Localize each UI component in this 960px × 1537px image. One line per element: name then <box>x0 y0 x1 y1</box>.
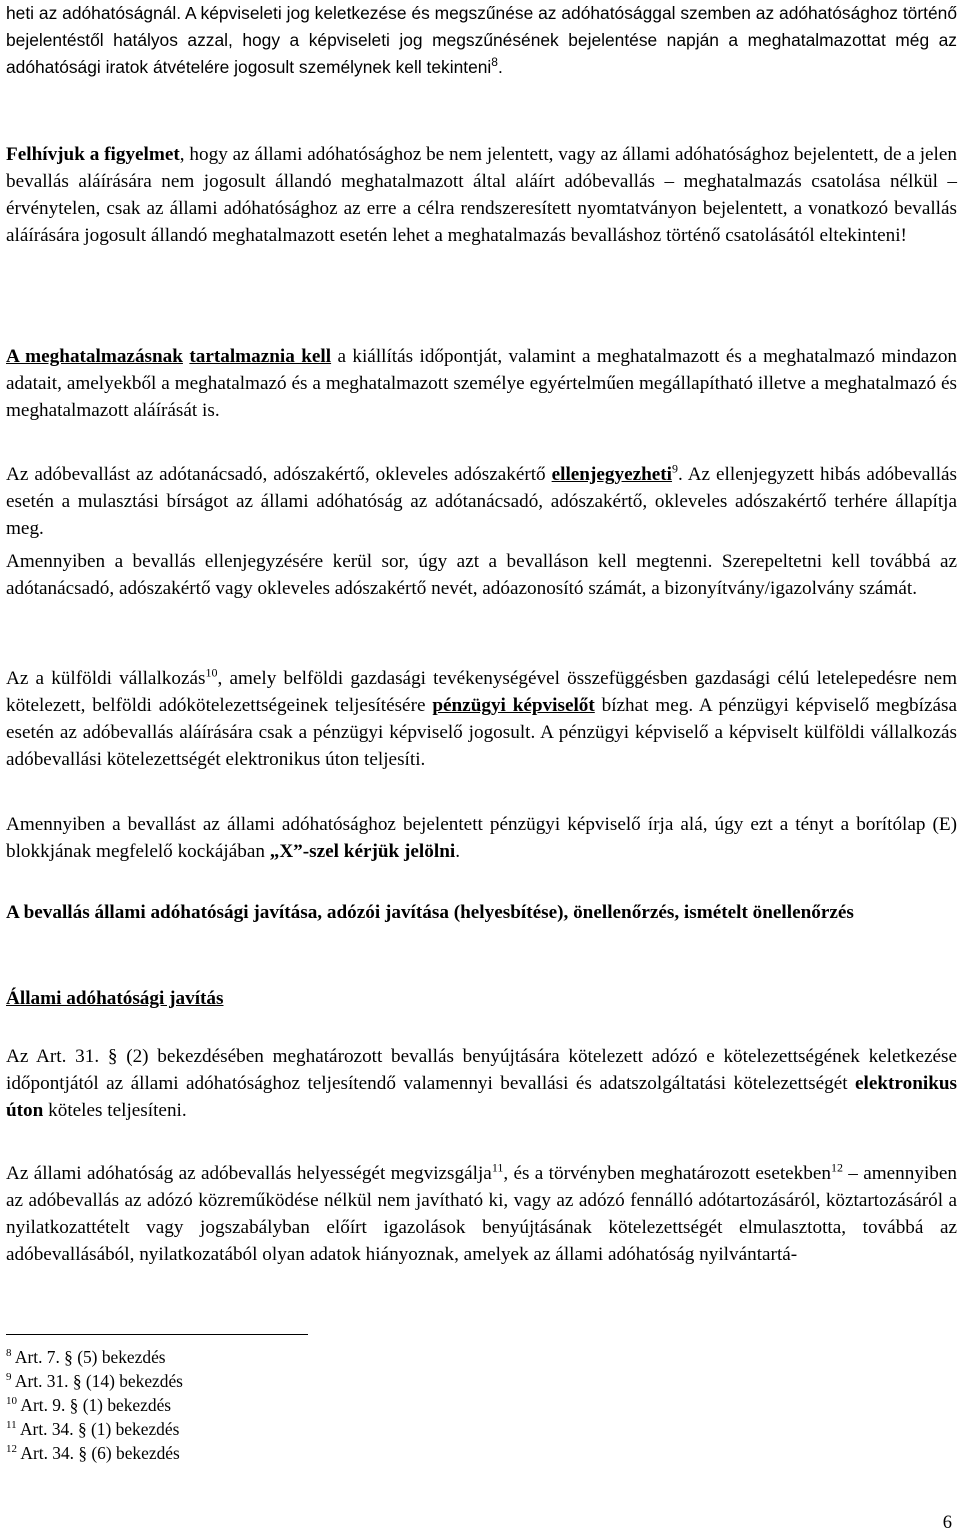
foreign-paragraph: Az a külföldi vállalkozás$^{10}$, amely belföldi gazdasági tevékenységével összefüggésben gazdasági célú letelepedésre nem kötelezett, belföldi adókötelezettségeinek teljesítésére pénzügyi képviselőt bízhat meg. A pénzügyi képviselő megbízása esetén az adóbevallás aláírására csak a pénzügyi képviselő jogosult. A pénzügyi képviselő a képviselt külföldi vállalkozás adóbevallási kötelezettségét elektronikus úton teljesíti. <box>6 665 957 770</box>
footnote: $^{11}$ Art. 34. § (1) bekezdés <box>6 1419 180 1439</box>
section-heading: A bevallás állami adóhatósági javítása, adózói javítása (helyesbítése), önellenőrzés, ismételt önellenőrzés <box>6 902 854 923</box>
electronic-emphasis: elektronikus úton <box>6 1073 957 1121</box>
content-emphasis-1: A meghatalmazásnak <box>6 346 183 367</box>
footnote-divider <box>6 1334 308 1335</box>
footnote: $^8$ Art. 7. § (5) bekezdés <box>6 1347 166 1367</box>
foreign-emphasis-2: „X”-szel kérjük jelölni <box>269 841 456 862</box>
page-number: 6 <box>942 1513 952 1533</box>
countersign-paragraph-2: Amennyiben a bevallás ellenjegyzésére kerül sor, úgy azt a bevalláson kell megtenni. Szerepeltetni kell továbbá az adótanácsadó, adószakértő vagy okleveles adószakértő nevét, adóazonosító számát, a bizonyítvány/igazolvány számát. <box>6 551 957 599</box>
footnote-ref[interactable]: 8 <box>491 55 498 70</box>
content-text: a kiállítás időpontját, valamint a meghatalmazott és a meghatalmazó mindazon adatait, amelyekből a meghatalmazó és a meghatalmazott személye egyértelműen megállapítható illetve a meghatalmazó és meghatalmazott aláírását is. <box>6 346 958 421</box>
footnote-ref[interactable]: 11 <box>491 1160 504 1175</box>
countersign-paragraph: Az adóbevallást az adótanácsadó, adószakértő, okleveles adószakértő ellenjegyezheti$^9$. Az ellenjegyzett hibás adóbevallás esetén a mulasztási bírságot az állami adóhatóság az adótanácsadó, adószakértő, okleveles adószakértő terhére állapítja meg. <box>6 461 958 539</box>
foreign-emphasis: pénzügyi képviselőt <box>432 695 595 716</box>
foreign-paragraph-2: Amennyiben a bevallást az állami adóhatósághoz bejelentett pénzügyi képviselő írja alá, úgy ezt a tényt a borítólap (E) blokkjának megfelelő kockájában „X”-szel kérjük jelölni. <box>6 814 957 862</box>
content-emphasis-2: tartalmaznia kell <box>189 346 332 367</box>
intro-paragraph <box>6 0 957 81</box>
footnote-ref[interactable]: 10 <box>205 665 218 680</box>
footnote: $^9$ Art. 31. § (14) bekezdés <box>6 1371 183 1391</box>
warning-paragraph <box>6 141 957 249</box>
intro-text: heti az adóhatóságnál. A képviseleti jog keletkezése és megszűnése az adóhatósággal szemben az adóhatósághoz történő bejelentéstől hatályos azzal, hogy a képviseleti jog megszűnésének bejelentése napján a meghatalmazottat még az adóhatósági iratok átvételére jogosult személynek kell tekinteni <box>6 3 957 77</box>
content-requirements-paragraph <box>6 343 957 424</box>
sub-heading: Állami adóhatósági javítás <box>6 988 224 1009</box>
warning-text: , hogy az állami adóhatósághoz be nem jelentett, vagy az állami adóhatósághoz bejelentett, de a jelen bevallás aláírására nem jogosult állandó meghatalmazott által aláírt adóbevallás – meghatalmazás csatolása nélkül – érvénytelen, csak az állami adóhatósághoz az erre a célra rendszeresített nyomtatványon bejelentett, a vonatkozó bevallás aláírására jogosult állandó meghatalmazott esetén lehet a meghatalmazás bevalláshoz történő csatolásától eltekinteni! <box>6 144 957 246</box>
footnote-ref[interactable]: 9 <box>672 461 679 476</box>
warning-emphasis: Felhívjuk a figyelmet <box>6 144 180 165</box>
correction-paragraph: Az állami adóhatóság az adóbevallás helyességét megvizsgálja$^{11}$, és a törvényben meghatározott esetekben$^{12}$ – amennyiben az adóbevallás az adózó közreműködése nélkül nem javítható ki, vagy az adózó fennálló adótartozásáról, köztartozásáról a nyilatkozattételt vagy jogszabályban előírt igazolások benyújtásának kötelezettségét elmulasztotta, továbbá az adóbevallásából, nyilatkozatából olyan adatok hiányoznak, amelyek az állami adóhatóság nyilvántartá- <box>6 1160 957 1265</box>
footnote: $^{12}$ Art. 34. § (6) bekezdés <box>6 1443 180 1463</box>
electronic-paragraph: Az Art. 31. § (2) bekezdésében meghatározott bevallás benyújtására kötelezett adózó e kötelezettségének keletkezése időpontjától az állami adóhatósághoz teljesítendő valamennyi bevallási és adatszolgáltatási kötelezettségét elektronikus úton köteles teljesíteni. <box>6 1046 957 1121</box>
footnote: $^{10}$ Art. 9. § (1) bekezdés <box>6 1395 172 1415</box>
intro-text-end: . <box>497 57 503 77</box>
footnote-ref[interactable]: 12 <box>830 1160 843 1175</box>
countersign-emphasis: ellenjegyezheti <box>551 464 673 485</box>
